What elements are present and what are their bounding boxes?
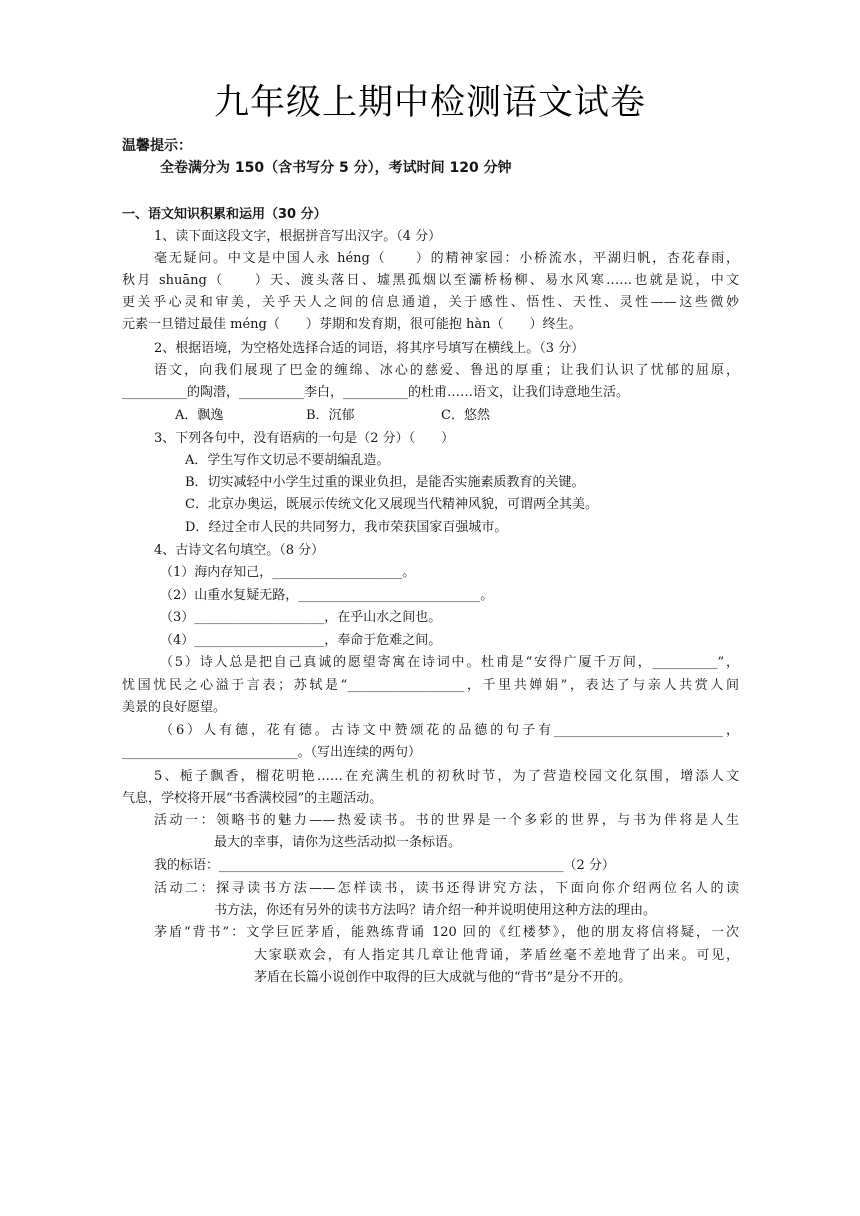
q2-prompt: 2、根据语境，为空格处选择合适的词语，将其序号填写在横线上。（3 分） — [154, 341, 585, 356]
q4-item-4: （4）____________________，奉命于危难之间。 — [160, 633, 442, 648]
q1-prompt: 1、读下面这段文字，根据拼音写出汉字。（4 分） — [154, 229, 442, 244]
hint-text: 全卷满分为 150（含书写分 5 分），考试时间 120 分钟 — [160, 160, 512, 176]
q2-option-c: C．悠然 — [441, 408, 490, 423]
q3-option-a: A．学生写作文切忌不要胡编乱造。 — [185, 453, 390, 468]
q4-item-6-line: ___________________________。（写出连续的两句） — [122, 745, 422, 760]
q4-item-5-line: 美景的良好愿望。 — [122, 700, 227, 715]
q3-prompt: 3、下列各句中，没有语病的一句是（2 分）（ ） — [154, 431, 455, 446]
q4-item-5-line: （5）诗人总是把自己真诚的愿望寄寓在诗词中。杜甫是“安得广厦千万间，__________”， — [160, 655, 739, 670]
hint-heading: 温馨提示： — [122, 138, 192, 154]
q5-slogan-line: 我的标语：_____________________________________________________（2 分） — [154, 858, 615, 873]
q1-text-line: 毫无疑问。中文是中国人永 héng（ ）的精神家园：小桥流水，平湖归帆，杏花春雨， — [154, 251, 739, 266]
q4-item-1: （1）海内存知己，____________________。 — [160, 565, 416, 580]
q4-item-2: （2）山重水复疑无路，____________________________。 — [160, 588, 494, 603]
q4-prompt: 4、古诗文名句填空。（8 分） — [154, 543, 325, 558]
exam-title: 九年级上期中检测语文试卷 — [213, 83, 646, 123]
q1-text-line: 元素一旦错过最佳 méng（ ）芽期和发育期，很可能抱 hàn（ ）终生。 — [122, 317, 582, 332]
q5-intro-line: 气息，学校将开展“书香满校园”的主题活动。 — [122, 791, 383, 806]
q4-item-6-line: （6）人有德，花有德。古诗文中赞颂花的品德的句子有__________________________， — [160, 723, 739, 738]
q5-activity1-line: 最大的幸事，请你为这些活动拟一条标语。 — [214, 835, 462, 850]
q5-activity1-line: 活动一：领略书的魅力——热爱读书。书的世界是一个多彩的世界，与书为伴将是人生 — [154, 813, 739, 828]
q4-item-5-line: 忧国忧民之心溢于言表；苏轼是“__________________，千里共婵娟”，表达了与亲人共赏人间 — [122, 678, 739, 693]
q2-option-b: B．沉郁 — [306, 408, 355, 423]
q5-maodun-line: 茅盾“背书”：文学巨匠茅盾，能熟练背诵 120 回的《红楼梦》，他的朋友将信将疑，一次 — [154, 925, 739, 940]
q3-option-b: B．切实减轻中小学生过重的课业负担，是能否实施素质教育的关键。 — [185, 475, 585, 490]
q5-maodun-line: 大家联欢会，有人指定其几章让他背诵，茅盾丝毫不差地背了出来。可见， — [254, 948, 739, 963]
q4-item-3: （3）____________________，在乎山水之间也。 — [160, 610, 442, 625]
q5-intro-line: 5、栀子飘香，榴花明艳……在充满生机的初秋时节，为了营造校园文化氛围，增添人文 — [154, 769, 739, 784]
q2-text-line: __________的陶潜，__________李白，__________的杜甫……语文，让我们诗意地生活。 — [122, 385, 630, 400]
q5-activity2-line: 书方法，你还有另外的读书方法吗？请介绍一种并说明使用这种方法的理由。 — [214, 903, 657, 918]
q3-option-c: C．北京办奥运，既展示传统文化又展现当代精神风貌，可谓两全其美。 — [185, 497, 598, 512]
q1-text-line: 秋月 shuāng（ ）天、渡头落日、墟黑孤烟以至灞桥杨柳、易水风寒……也就是说，中文 — [122, 273, 739, 288]
q5-maodun-line: 茅盾在长篇小说创作中取得的巨大成就与他的“背书”是分不开的。 — [254, 970, 632, 985]
q1-text-line: 更关乎心灵和审美，关乎天人之间的信息通道，关于感性、悟性、天性、灵性——这些微妙 — [122, 295, 739, 310]
q5-activity2-line: 活动二：探寻读书方法——怎样读书，读书还得讲究方法，下面向你介绍两位名人的读 — [154, 881, 739, 896]
q2-text-line: 语文，向我们展现了巴金的缠绵、冰心的慈爱、鲁迅的厚重；让我们认识了忧郁的屈原， — [154, 363, 739, 378]
q3-option-d: D．经过全市人民的共同努力，我市荣获国家百强城市。 — [185, 520, 508, 535]
q2-option-a: A．飘逸 — [175, 408, 224, 423]
section1-heading: 一、语文知识积累和运用（30 分） — [122, 207, 327, 222]
